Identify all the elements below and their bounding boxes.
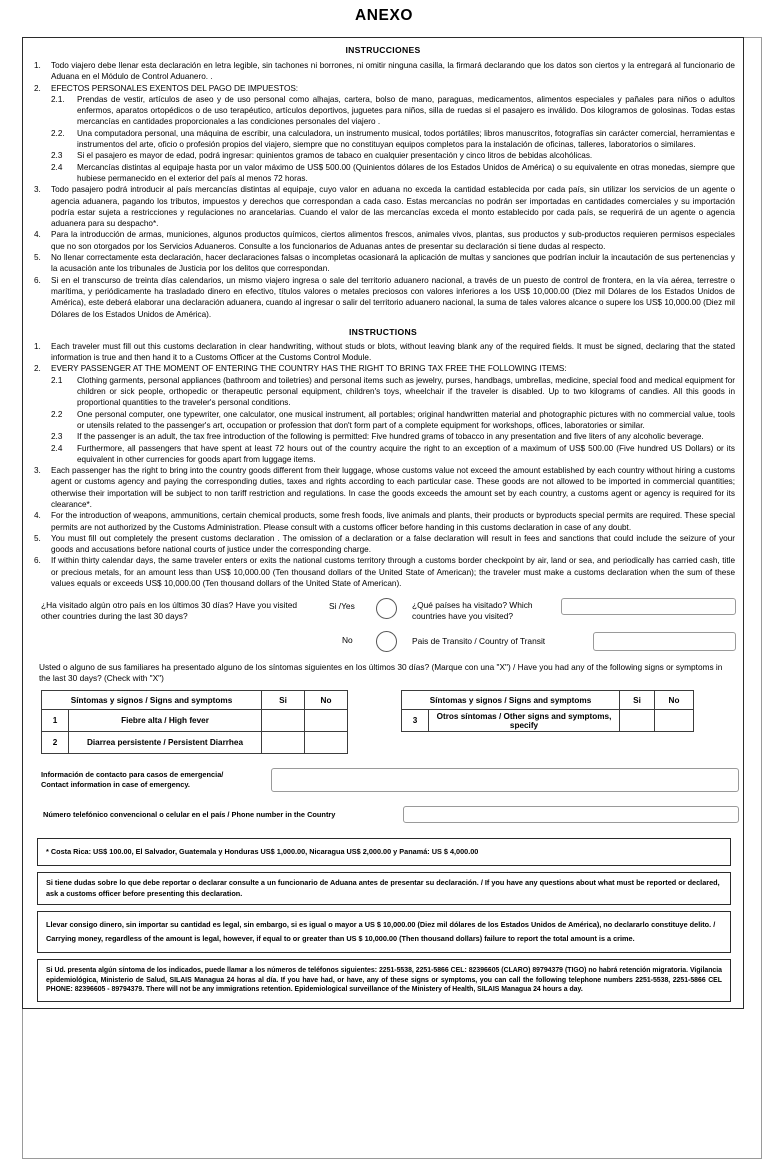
item-number: 6. — [34, 275, 41, 285]
list-item — [51, 128, 735, 151]
row-index: 3 — [402, 710, 429, 732]
row-symptom-name: Diarrea persistente / Persistent Diarrhea — [69, 732, 262, 754]
item-text: One personal computer, one typewriter, one calculator, one musical instrument, all portables; original handwritten material and photographic pictures with no commercial value, tools or utensils related to the passenger's art, occupation or profession that don't form part of a complete equipment for workshops, offices, laboratories or similar. — [77, 409, 735, 430]
item-text: You must fill out completely the present customs declaration . The omission of a declaration or a false declaration will result in fees and sanctions that could include the seizure of your goods and accusations before national courts of justice under the corresponding charge. — [51, 533, 735, 555]
column-header-si: Si — [262, 691, 305, 710]
list-item — [31, 252, 735, 275]
table-row — [402, 710, 694, 732]
item-text: EVERY PASSENGER AT THE MOMENT OF ENTERING THE COUNTRY HAS THE RIGHT TO BRING TAX FREE THE FOLLOWING ITEMS: — [51, 364, 567, 374]
column-header-no: No — [655, 691, 694, 710]
money-declaration-notice-box: Llevar consigo dinero, sin importar su cantidad es legal, sin embargo, si es igual o mayor a US $ 10,000.00 (Diez mil dólares de los Estados Unidos de América), no declararlo constituye delito. / Carrying money, regardless of the amount is legal, however, if equal to or greater than US $ 10,000.00 (Then thousand dollars) failure to report the total amount is a crime. — [37, 911, 731, 953]
item-text: Para la introducción de armas, municiones, algunos productos químicos, ciertos alimentos frescos, animales vivos, plantas, sus productos y sub-productos requieren permisos especiales que no son otorgados por los Servicios Aduaneros. Consulte a los funcionarios de Aduanas antes de presentar su declaración si tiene dudas al respecto. — [51, 230, 735, 251]
list-item — [31, 465, 735, 510]
list-item — [31, 555, 735, 589]
list-item — [31, 184, 735, 229]
symptoms-intro-text: Usted o alguno de sus familiares ha presentado alguno de los síntomas siguientes en los últimos 30 días? (Marque con una "X") / Have you had any of the following signs or symptoms in the last 30 days? (Check with "X") — [39, 662, 723, 684]
item-number: 3. — [34, 466, 41, 476]
table-row — [42, 710, 348, 732]
list-item — [31, 341, 735, 364]
travel-yes-label: Si /Yes — [329, 601, 355, 612]
column-header-no: No — [305, 691, 348, 710]
table-header-row — [402, 691, 694, 710]
footnote-amounts-box: * Costa Rica: US$ 100.00, El Salvador, Guatemala y Honduras US$ 1,000.00, Nicaragua US$ 2,000.00 y Panamá: US $ 4,000.00 — [37, 838, 731, 866]
symptoms-table-left — [41, 690, 348, 754]
item-number: 2. — [34, 83, 41, 93]
row-si-checkbox[interactable] — [262, 732, 305, 754]
item-number: 2.1 — [51, 375, 63, 385]
item-number: 1. — [34, 61, 41, 70]
travel-question-label: ¿Ha visitado algún otro país en los últimos 30 días? Have you visited other countries during the last 30 days? — [41, 600, 298, 622]
health-hotline-notice-box: Si Ud. presenta algún síntoma de los indicados, puede llamar a los números de teléfonos siguientes: 2251-5538, 2251-5866 CEL: 82396605 (CLARO) 89794379 (TIGO) no habrá retención migratoria. Vigilancia epidemiológica, Ministerio de Salud, SILAIS Managua 24 horas al día. If you have had, or have, any of these signs or symptoms, you can call the following telephone numbers 2251-5538, 2251-5866 CEL PHONE: 82396605 - 89794379. There will not be any immigrations retention. Epidemiological surveillance of the Ministery of Health, SILAIS Managua 24 hours a day. — [37, 959, 731, 1002]
item-text: For the introduction of weapons, ammunitions, certain chemical products, some fresh foods, live animals and plants, their products or byproducts special permits are required. These special permits are not authorized by the Customs Administration. Please consult with a customs officer before handing in this customs declaration in case of any doubt. — [51, 511, 735, 532]
item-number: 2.4 — [51, 162, 63, 172]
document-page — [0, 7, 768, 1163]
item-number: 2.1. — [51, 94, 65, 104]
item-number: 2.2 — [51, 409, 63, 419]
list-item — [31, 83, 735, 185]
item-text: If the passenger is an adult, the tax free introduction of the following is permitted: Five hundred grams of tobacco in any presentation and five liters of any alcoholic beverage. — [77, 432, 704, 442]
phone-number-label: Número telefónico convencional o celular en el país / Phone number in the Country — [43, 810, 336, 820]
row-symptom-name: Fiebre alta / High fever — [69, 710, 262, 732]
item-number: 6. — [34, 556, 41, 566]
item-number: 1. — [34, 341, 41, 351]
list-item — [51, 443, 735, 466]
list-item — [31, 533, 735, 556]
list-item — [31, 363, 735, 465]
emergency-contact-input[interactable] — [271, 768, 739, 792]
item-text: Una computadora personal, una máquina de escribir, una calculadora, un instrumento musical, todos portátiles; libros manuscritos, fotografías sin carácter comercial, herramientas e instrumentos del arte, oficio o profesión propios del viajero, siempre que no constituyan equipos completos para la instalación de oficinas, talleres, laboratorios o similares. — [77, 128, 735, 150]
phone-number-input[interactable] — [403, 806, 739, 823]
row-no-checkbox[interactable] — [305, 732, 348, 754]
item-number: 2.3 — [51, 432, 63, 442]
item-number: 4. — [34, 230, 41, 240]
travel-no-label: No — [342, 635, 353, 646]
table-header-row — [42, 691, 348, 710]
row-index: 2 — [42, 732, 69, 754]
symptoms-table-right — [401, 690, 694, 732]
item-text: Todo pasajero podrá introducir al país mercancías distintas al equipaje, cuyo valor en aduana no exceda la cantidad establecida por cada país, sin utilizar los servicios de un agente o agencia aduanera, pagando los tributos, impuestos y derechos que correspondan a cada caso. Estas mercancías no podrán ser importadas en cantidades comerciales y su importación podría estar sujeta a restricciones y regulaciones no arancelarias. Cuando el valor de las mercancías exceda el monto establecido por cada país, se requerirá de un agente o agencia aduanera para su despacho*. — [51, 185, 735, 229]
item-text: Si el pasajero es mayor de edad, podrá ingresar: quinientos gramos de tabaco en cualquier presentación y cinco litros de bebidas alcohólicas. — [77, 151, 593, 161]
phone-number-row — [31, 806, 735, 832]
list-item — [51, 94, 735, 128]
list-item — [51, 431, 735, 442]
item-text: Clothing garments, personal appliances (bathroom and toiletries) and personal items such as jewelry, purses, handbags, umbrellas, medicine, special food and medical equipment for children or sick people, orthopedic or therapeutic personal equipment, children's toys, wheelchair if the traveler is disabled. Up to two kilograms of candies. All this goods in proportional quantities to the traveler's personal conditions. — [77, 375, 735, 408]
list-item — [31, 229, 735, 252]
emergency-contact-row — [31, 770, 735, 804]
row-si-checkbox[interactable] — [620, 710, 655, 732]
row-index: 1 — [42, 710, 69, 732]
symptom-tables-row — [31, 690, 735, 764]
row-no-checkbox[interactable] — [655, 710, 694, 732]
travel-no-radio[interactable] — [376, 631, 397, 652]
item-number: 5. — [34, 533, 41, 543]
spanish-instructions-heading: INSTRUCCIONES — [345, 45, 421, 55]
item-text: Si en el transcurso de treinta días calendarios, un mismo viajero ingresa o sale del territorio aduanero nacional, a través de un puesto de control de frontera, en la vía aérea, terrestre o marítima, y periódicamente ha trasladado dinero en efectivo, títulos valores o metales preciosos con valores inferiores a los US$ 10,000.00 (Diez mil Dólares de los Estados Unidos de América), este deberá elaborar una declaración aduanera, cuando al ingresar o salir del territorio aduanero nacional, la suma de tales valores alcance o supere los US$ 10,000.00 (Diez mil Dólares de los Estados Unidos de América). — [51, 275, 735, 319]
list-item — [51, 162, 735, 185]
item-number: 2. — [34, 364, 41, 374]
column-header-si: Si — [620, 691, 655, 710]
item-number: 2.2. — [51, 128, 65, 138]
column-header-symptoms: Síntomas y signos / Signs and symptoms — [42, 691, 262, 710]
row-symptom-name: Otros síntomas / Other signs and symptoms, specify — [429, 710, 620, 732]
column-header-symptoms: Síntomas y signos / Signs and symptoms — [402, 691, 620, 710]
item-number: 2.4 — [51, 443, 63, 453]
item-text: If within thirty calendar days, the same traveler enters or exits the national customs territory through a customs border checkpoint by air, land or sea, and periodically has carried cash, title or precious metals, for an amount less than US$ 10,000.00 (Ten thousand dollars of the United State of American); the traveler must make a customs declaration when the sum of these values equals or exceeds US$ 10,000.00 (Ten thousand dollars of the United State of American). — [51, 556, 735, 589]
list-item — [31, 510, 735, 533]
item-number: 3. — [34, 185, 41, 195]
english-instructions-heading: INSTRUCTIONS — [348, 326, 418, 337]
list-item — [51, 375, 735, 409]
item-number: 2.3 — [51, 151, 63, 161]
doubts-notice-box: Si tiene dudas sobre lo que debe reportar o declarar consulte a un funcionario de Aduana antes de presentar su declaración. / If you have any questions about what must be reported or declared, ask a customs officer before presenting this declaration. — [37, 872, 731, 905]
spanish-sublist — [51, 94, 735, 184]
item-text: No llenar correctamente esta declaración, hacer declaraciones falsas o incompletas ocasionará la aplicación de multas y sanciones que podrían incluir la incautación de sus pertenencias y la acusación ante los tribunales de Justicia por los delitos que correspondan. — [51, 253, 735, 274]
row-si-checkbox[interactable] — [262, 710, 305, 732]
item-text: Each passenger has the right to bring into the country goods different from their luggage, whose customs value not exceed the amount established by each country without hiring a customs agent or customs agency and paying the corresponding duties, taxes and rights according to each particular case. These goods are not allowed to be imported in commercial quantities; otherwise their importation will be subject to non tariff restriction and regulations. In case the goods exceeds the amount set by each country, a customs agent or agency is required for its clearance*. — [51, 466, 735, 509]
list-item — [51, 409, 735, 432]
item-text: Prendas de vestir, artículos de aseo y de uso personal como alhajas, cartera, bolso de mano, paraguas, medicamentos, alimentos especiales y pañales para niños o adultos enfermos, aparatos ortopédicos o de uso terapéutico, artículos deportivos, juguetes para niños, silla de ruedas si el pasajero es inválido. Dos kilogramos de golosinas. Todas estas mercancías en cantidades proporcionales a las condiciones personales del viajero . — [77, 94, 735, 127]
spanish-instructions-list — [31, 60, 735, 320]
travel-yes-radio[interactable] — [376, 598, 397, 619]
country-of-transit-input[interactable] — [593, 632, 736, 651]
item-text: EFECTOS PERSONALES EXENTOS DEL PAGO DE IMPUESTOS: — [51, 83, 299, 93]
item-text: Mercancías distintas al equipaje hasta por un valor máximo de US$ 500.00 (Quinientos dólares de los Estados Unidos de América) o su equivalente en otras monedas, siempre que hubiese permanecido en el exterior del país al menos 72 horas. — [77, 162, 735, 183]
main-content-box — [22, 37, 744, 1009]
list-item — [51, 150, 735, 161]
item-number: 5. — [34, 253, 41, 263]
list-item — [31, 60, 735, 83]
list-item — [31, 275, 735, 320]
item-text: Each traveler must fill out this customs declaration in clear handwriting, without studs or blots, without leaving blank any of the required fields. It must be signed, declaring that the stated information is true and then hand it to a Customs Officer at the Customs Control Module. — [51, 341, 735, 363]
page-title: ANEXO — [354, 7, 414, 24]
table-row — [42, 732, 348, 754]
item-text: Todo viajero debe llenar esta declaración en letra legible, sin tachones ni borrones, ni omitir ninguna casilla, la firmará declarando que los datos son ciertos y la entregará al funcionario de Aduana en el Módulo de Control Aduanero. . — [51, 61, 735, 82]
item-number: 4. — [34, 511, 41, 521]
item-text: Furthermore, all passengers that have spent at least 72 hours out of the country acquire the right to an exception of a maximum of US$ 500.00 (Five hundred US Dollars) or its equivalent in other currencies for goods apart from luggage items. — [77, 443, 735, 464]
countries-visited-label: ¿Qué países ha visitado? Which countries have you visited? — [412, 600, 533, 622]
emergency-contact-label: Información de contacto para casos de emergencia/ Contact information in case of emergency. — [41, 770, 224, 789]
country-of-transit-label: Pais de Transito / Country of Transit — [412, 636, 546, 647]
row-no-checkbox[interactable] — [305, 710, 348, 732]
travel-history-section — [31, 598, 735, 660]
english-sublist — [51, 375, 735, 465]
english-instructions-list — [31, 341, 735, 590]
countries-visited-input[interactable] — [561, 598, 736, 615]
